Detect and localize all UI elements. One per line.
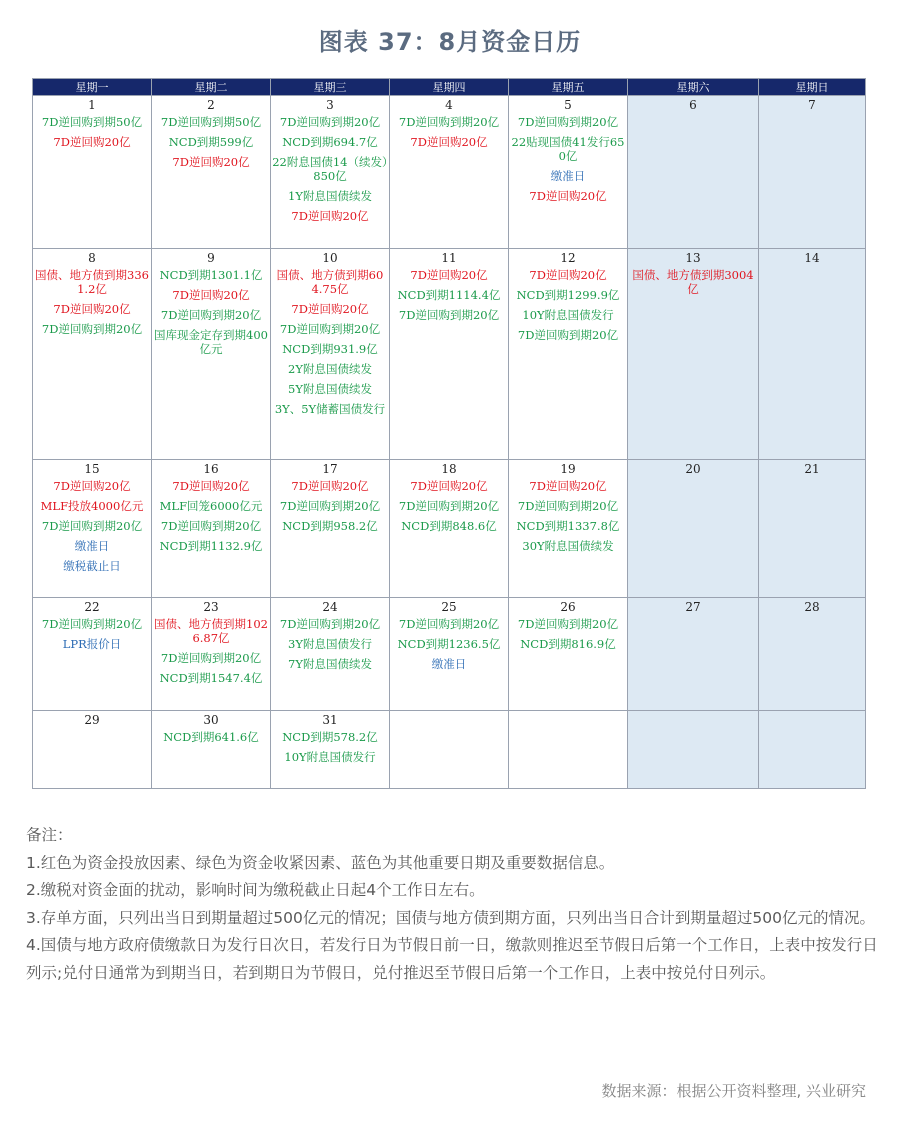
calendar-event: 缴准日	[550, 169, 586, 183]
calendar-day-cell	[628, 96, 759, 249]
calendar-event: 7D逆回购20亿	[291, 302, 369, 316]
calendar-event: 国债、地方债到期1026.87亿	[154, 617, 268, 645]
calendar-event: 7D逆回购20亿	[53, 135, 131, 149]
day-number: 24	[322, 600, 338, 614]
calendar-event: 国库现金定存到期400亿元	[154, 328, 268, 356]
day-number: 7	[808, 98, 816, 112]
calendar-event: 10Y附息国债发行	[284, 750, 376, 764]
calendar-event: 缴税截止日	[63, 559, 121, 573]
day-number: 17	[322, 462, 338, 476]
calendar-event: 7D逆回购到期20亿	[41, 322, 143, 336]
calendar-event: 22附息国债14（续发）850亿	[272, 155, 388, 183]
calendar-event: 7D逆回购20亿	[291, 209, 369, 223]
day-number: 1	[88, 98, 96, 112]
calendar-week-row	[33, 249, 866, 460]
calendar-event: 7D逆回购20亿	[529, 479, 607, 493]
calendar-event: 7D逆回购到期20亿	[279, 617, 381, 631]
calendar-week-row	[33, 460, 866, 598]
day-number: 5	[564, 98, 572, 112]
calendar-event: 国债、地方债到期3361.2亿	[35, 268, 149, 296]
calendar-event: 7D逆回购20亿	[410, 268, 488, 282]
calendar-day-cell	[509, 96, 628, 249]
calendar-event: NCD到期958.2亿	[282, 519, 378, 533]
calendar-day-cell	[271, 711, 390, 789]
calendar-event: 7D逆回购到期20亿	[398, 115, 500, 129]
calendar-event: 7D逆回购到期20亿	[279, 322, 381, 336]
day-number: 23	[203, 600, 219, 614]
calendar-day-cell	[390, 711, 509, 789]
calendar-day-cell	[509, 711, 628, 789]
weekday-sun: 星期日	[759, 79, 866, 96]
calendar-event: 国债、地方债到期3004亿	[632, 268, 754, 296]
weekday-tue: 星期二	[152, 79, 271, 96]
day-number: 18	[441, 462, 457, 476]
calendar-event: NCD到期1299.9亿	[516, 288, 620, 302]
calendar-event: 10Y附息国债发行	[522, 308, 614, 322]
calendar-event: 7D逆回购到期20亿	[41, 519, 143, 533]
day-number: 10	[322, 251, 338, 265]
weekday-thu: 星期四	[390, 79, 509, 96]
notes-section	[26, 822, 886, 987]
day-number: 15	[84, 462, 100, 476]
calendar-day-cell	[33, 598, 152, 711]
calendar-day-cell	[271, 598, 390, 711]
day-number: 8	[88, 251, 96, 265]
calendar-week-row	[33, 96, 866, 249]
calendar-event: 7D逆回购到期20亿	[398, 617, 500, 631]
weekday-sat: 星期六	[628, 79, 759, 96]
calendar-day-cell	[759, 249, 866, 460]
calendar-event: 7D逆回购20亿	[53, 479, 131, 493]
calendar-event: NCD到期848.6亿	[401, 519, 497, 533]
calendar-day-cell	[152, 96, 271, 249]
calendar-day-cell	[152, 598, 271, 711]
day-number: 20	[685, 462, 701, 476]
calendar-event: 7D逆回购到期20亿	[160, 519, 262, 533]
day-number: 26	[560, 600, 576, 614]
calendar-day-cell	[628, 711, 759, 789]
calendar-event: 7Y附息国债续发	[288, 657, 372, 671]
calendar-event: 7D逆回购到期20亿	[160, 651, 262, 665]
day-number: 4	[445, 98, 453, 112]
calendar-event: 7D逆回购20亿	[529, 189, 607, 203]
calendar-event: MLF回笼6000亿元	[159, 499, 263, 513]
calendar-day-cell	[390, 460, 509, 598]
calendar-day-cell	[509, 460, 628, 598]
day-number: 9	[207, 251, 215, 265]
calendar-event: NCD到期641.6亿	[163, 730, 259, 744]
calendar-event: LPR报价日	[62, 637, 122, 651]
calendar-event: 7D逆回购20亿	[172, 479, 250, 493]
day-number: 6	[689, 98, 697, 112]
calendar-day-cell	[509, 249, 628, 460]
calendar-day-cell	[152, 711, 271, 789]
calendar-event: 缴准日	[431, 657, 467, 671]
day-number: 29	[84, 713, 100, 727]
day-number: 21	[804, 462, 820, 476]
day-number: 27	[685, 600, 701, 614]
calendar-event: 7D逆回购20亿	[529, 268, 607, 282]
calendar-week-row	[33, 598, 866, 711]
calendar-event: NCD到期1547.4亿	[159, 671, 263, 685]
day-number: 14	[804, 251, 820, 265]
calendar-day-cell	[390, 249, 509, 460]
calendar-day-cell	[759, 460, 866, 598]
calendar-event: 30Y附息国债续发	[522, 539, 614, 553]
calendar-day-cell	[759, 598, 866, 711]
note-item: 3.存单方面，只列出当日到期量超过500亿元的情况；国债与地方债到期方面，只列出当日合计到期量超过500亿元的情况。	[26, 908, 875, 927]
day-number: 2	[207, 98, 215, 112]
calendar-event: 7D逆回购20亿	[410, 479, 488, 493]
calendar-event: 7D逆回购20亿	[172, 288, 250, 302]
calendar-event: 3Y、5Y储蓄国债发行	[274, 402, 386, 416]
weekday-fri: 星期五	[509, 79, 628, 96]
chart-title: 图表 37：8月资金日历	[318, 28, 582, 56]
day-number: 19	[560, 462, 576, 476]
day-number: 22	[84, 600, 100, 614]
calendar-event: 7D逆回购到期20亿	[517, 499, 619, 513]
weekday-mon: 星期一	[33, 79, 152, 96]
day-number: 28	[804, 600, 820, 614]
calendar-event: NCD到期1114.4亿	[397, 288, 501, 302]
note-item: 2.缴税对资金面的扰动，影响时间为缴税截止日起4个工作日左右。	[26, 881, 485, 899]
calendar-table	[32, 78, 866, 789]
weekday-wed: 星期三	[271, 79, 390, 96]
calendar-event: 7D逆回购20亿	[410, 135, 488, 149]
calendar-event: 2Y附息国债续发	[288, 362, 372, 376]
calendar-day-cell	[390, 96, 509, 249]
calendar-event: 7D逆回购到期20亿	[517, 328, 619, 342]
day-number: 30	[203, 713, 219, 727]
calendar-event: 缴准日	[74, 539, 110, 553]
calendar-event: 7D逆回购到期50亿	[41, 115, 143, 129]
calendar-event: NCD到期578.2亿	[282, 730, 378, 744]
calendar-day-cell	[152, 460, 271, 598]
calendar-event: NCD到期599亿	[168, 135, 254, 149]
note-item: 4.国债与地方政府债缴款日为发行日次日，若发行日为节假日前一日，缴款则推迟至节假日后第一个工作日，上表中按发行日列示;兑付日通常为到期当日，若到期日为节假日，兑付推迟至节假日后第一个工作日，上表中按兑付日列示。	[26, 936, 878, 982]
calendar-day-cell	[628, 598, 759, 711]
data-source: 数据来源：根据公开资料整理, 兴业研究	[601, 1082, 866, 1100]
calendar-week-row	[33, 711, 866, 789]
calendar-event: 7D逆回购到期20亿	[279, 499, 381, 513]
calendar-event: 7D逆回购到期50亿	[160, 115, 262, 129]
calendar-day-cell	[33, 249, 152, 460]
calendar-event: NCD到期1132.9亿	[159, 539, 263, 553]
calendar-event: 7D逆回购到期20亿	[41, 617, 143, 631]
calendar-event: 国债、地方债到期604.75亿	[276, 268, 384, 296]
day-number: 13	[685, 251, 701, 265]
calendar-event: 22贴现国债41发行650亿	[511, 135, 625, 163]
calendar-day-cell	[628, 460, 759, 598]
calendar-event: NCD到期816.9亿	[520, 637, 616, 651]
calendar-event: 3Y附息国债发行	[288, 637, 372, 651]
calendar-day-cell	[271, 249, 390, 460]
calendar-day-cell	[390, 598, 509, 711]
calendar-day-cell	[271, 96, 390, 249]
day-number: 16	[203, 462, 219, 476]
calendar-day-cell	[33, 460, 152, 598]
calendar-event: MLF投放4000亿元	[40, 499, 144, 513]
day-number: 12	[560, 251, 576, 265]
day-number: 31	[322, 713, 338, 727]
day-number: 3	[326, 98, 334, 112]
calendar-event: 5Y附息国债续发	[288, 382, 372, 396]
calendar-event: 7D逆回购到期20亿	[398, 308, 500, 322]
calendar-event: NCD到期694.7亿	[282, 135, 378, 149]
calendar-body	[33, 96, 866, 789]
calendar-day-cell	[152, 249, 271, 460]
calendar-day-cell	[33, 96, 152, 249]
calendar-event: NCD到期931.9亿	[282, 342, 378, 356]
note-item: 1.红色为资金投放因素、绿色为资金收紧因素、蓝色为其他重要日期及重要数据信息。	[26, 853, 615, 872]
notes-heading: 备注：	[26, 826, 73, 844]
calendar-event: 7D逆回购到期20亿	[517, 115, 619, 129]
calendar-event: NCD到期1301.1亿	[159, 268, 263, 282]
calendar-event: 7D逆回购到期20亿	[279, 115, 381, 129]
day-number: 25	[441, 600, 457, 614]
calendar-event: 7D逆回购20亿	[53, 302, 131, 316]
weekday-header-row	[33, 79, 866, 96]
calendar-day-cell	[628, 249, 759, 460]
calendar-event: 7D逆回购到期20亿	[517, 617, 619, 631]
calendar-day-cell	[509, 598, 628, 711]
calendar-day-cell	[759, 96, 866, 249]
calendar-day-cell	[759, 711, 866, 789]
calendar-event: NCD到期1236.5亿	[397, 637, 501, 651]
day-number: 11	[441, 251, 457, 265]
calendar-event: 7D逆回购到期20亿	[398, 499, 500, 513]
calendar-event: 1Y附息国债续发	[288, 189, 372, 203]
calendar-event: 7D逆回购20亿	[172, 155, 250, 169]
calendar-day-cell	[33, 711, 152, 789]
calendar-event: 7D逆回购到期20亿	[160, 308, 262, 322]
calendar-day-cell	[271, 460, 390, 598]
calendar-event: 7D逆回购20亿	[291, 479, 369, 493]
calendar-event: NCD到期1337.8亿	[516, 519, 620, 533]
